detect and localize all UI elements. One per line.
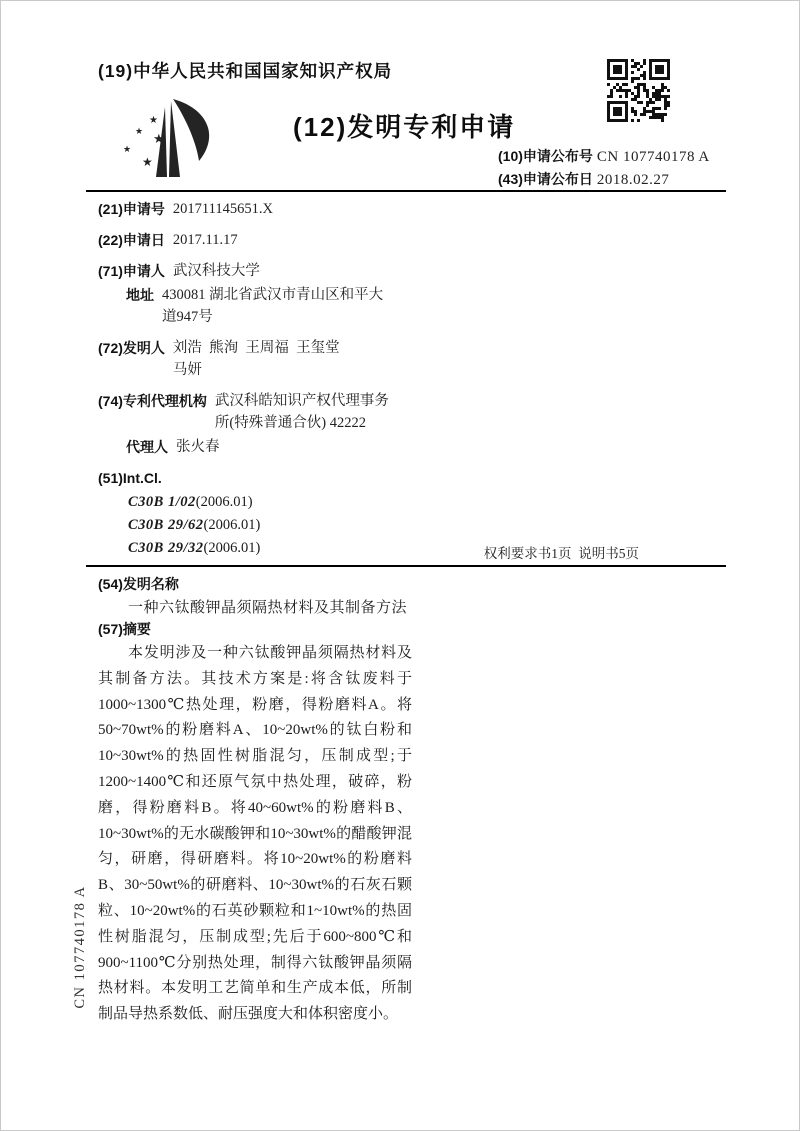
svg-text:★: ★ [123, 144, 132, 154]
applicant-field [98, 260, 454, 282]
intcl-code-row [128, 537, 454, 560]
address-line: 430081 湖北省武汉市青山区和平大 [162, 287, 384, 303]
invention-title: 一种六钛酸钾晶须隔热材料及其制备方法 [128, 600, 408, 616]
intcl-year: (2006.01) [203, 517, 261, 533]
address-line: 道947号 [162, 309, 213, 325]
address-value [162, 284, 383, 328]
agency-line: 武汉科皓知识产权代理事务 [214, 393, 389, 409]
agent-value: 张火春 [176, 439, 220, 455]
inventors-value [173, 337, 340, 381]
document-type-title: (12)发明专利申请 [293, 112, 516, 142]
svg-text:★: ★ [142, 155, 153, 169]
intcl-code: C30B 29/32 [128, 540, 204, 556]
abstract-text: 本发明涉及一种六钛酸钾晶须隔热材料及其制备方法。其技术方案是:将含钛废料于1000~1300℃热处理，粉磨，得粉磨料A。将50~70wt%的粉磨料A、10~20wt%的钛白粉和10~30wt%的热固性树脂混匀，压制成型;于1200~1400℃和还原气氛中热处理，破碎，粉磨，得粉磨料B。将40~60wt%的粉磨料B、10~30wt%的无水碳酸钾和10~30wt%的醋酸钾混匀，研磨，得研磨料。将10~20wt%的粉磨料B、30~50wt%的研磨料、10~30wt%的石灰石颗粒、10~20wt%的石英砂颗粒和1~10wt%的热固性树脂混匀，压制成型;先后于600~800℃和900~1100℃分别热处理，制得六钛酸钾晶须隔热材料。本发明工艺简单和生产成本低，所制制品导热系数低、耐压强度大和体积密度小。 [98, 645, 412, 1023]
publication-date-value: 2018.02.27 [596, 172, 670, 188]
intcl-field [98, 467, 454, 489]
intcl-codes [128, 491, 454, 560]
application-number-field [98, 198, 454, 220]
patent-office-name: (19)中华人民共和国国家知识产权局 [98, 61, 393, 81]
filing-date-label: (22)申请日 [98, 232, 165, 248]
header-divider [86, 190, 726, 192]
qr-code-icon [607, 59, 670, 122]
intcl-code: C30B 29/62 [128, 517, 204, 533]
inventors-line: 马妍 [172, 362, 202, 378]
invention-title-label: (54)发明名称 [98, 576, 179, 592]
section-divider [86, 565, 726, 567]
publication-number-row [498, 146, 730, 169]
svg-text:★: ★ [149, 115, 158, 126]
pages-count-info: 权利要求书1页 说明书5页 [483, 546, 639, 561]
publication-number-label: (10)申请公布号 [498, 148, 593, 164]
sipo-logo-icon [117, 89, 239, 185]
svg-text:★: ★ [153, 131, 165, 146]
intcl-year: (2006.01) [195, 494, 253, 510]
invention-title-section [98, 573, 179, 595]
svg-text:★: ★ [135, 126, 144, 136]
applicant-label: (71)申请人 [98, 263, 165, 279]
intcl-year: (2006.01) [203, 540, 261, 556]
filing-date-field [98, 229, 454, 251]
abstract-label: (57)摘要 [98, 621, 151, 637]
publication-date-row [498, 169, 730, 192]
bibliographic-data [98, 198, 454, 560]
agency-label: (74)专利代理机构 [98, 393, 207, 409]
agency-field [98, 390, 454, 434]
agent-field [126, 436, 454, 458]
publication-info [498, 146, 730, 192]
side-publication-number: CN 107740178 A [72, 885, 88, 1009]
publication-date-label: (43)申请公布日 [498, 171, 593, 187]
agency-value [215, 390, 389, 434]
abstract-section [98, 618, 151, 640]
applicant-value: 武汉科技大学 [172, 263, 260, 279]
agent-label: 代理人 [126, 439, 168, 455]
intcl-code: C30B 1/02 [128, 494, 196, 510]
application-number-label: (21)申请号 [98, 201, 165, 217]
address-label: 地址 [126, 287, 154, 303]
filing-date-value: 2017.11.17 [172, 232, 238, 248]
applicant-address-field [126, 284, 454, 328]
inventors-label: (72)发明人 [98, 340, 165, 356]
inventors-field [98, 337, 454, 381]
intcl-label: (51)Int.Cl. [98, 470, 162, 486]
application-number-value: 201711145651.X [172, 201, 273, 217]
intcl-code-row [128, 491, 454, 514]
inventors-line: 刘浩 熊洵 王周福 王玺堂 [172, 340, 340, 356]
agency-line: 所(特殊普通合伙) 42222 [214, 415, 366, 431]
publication-number-value: CN 107740178 A [596, 149, 710, 165]
intcl-code-row [128, 514, 454, 537]
